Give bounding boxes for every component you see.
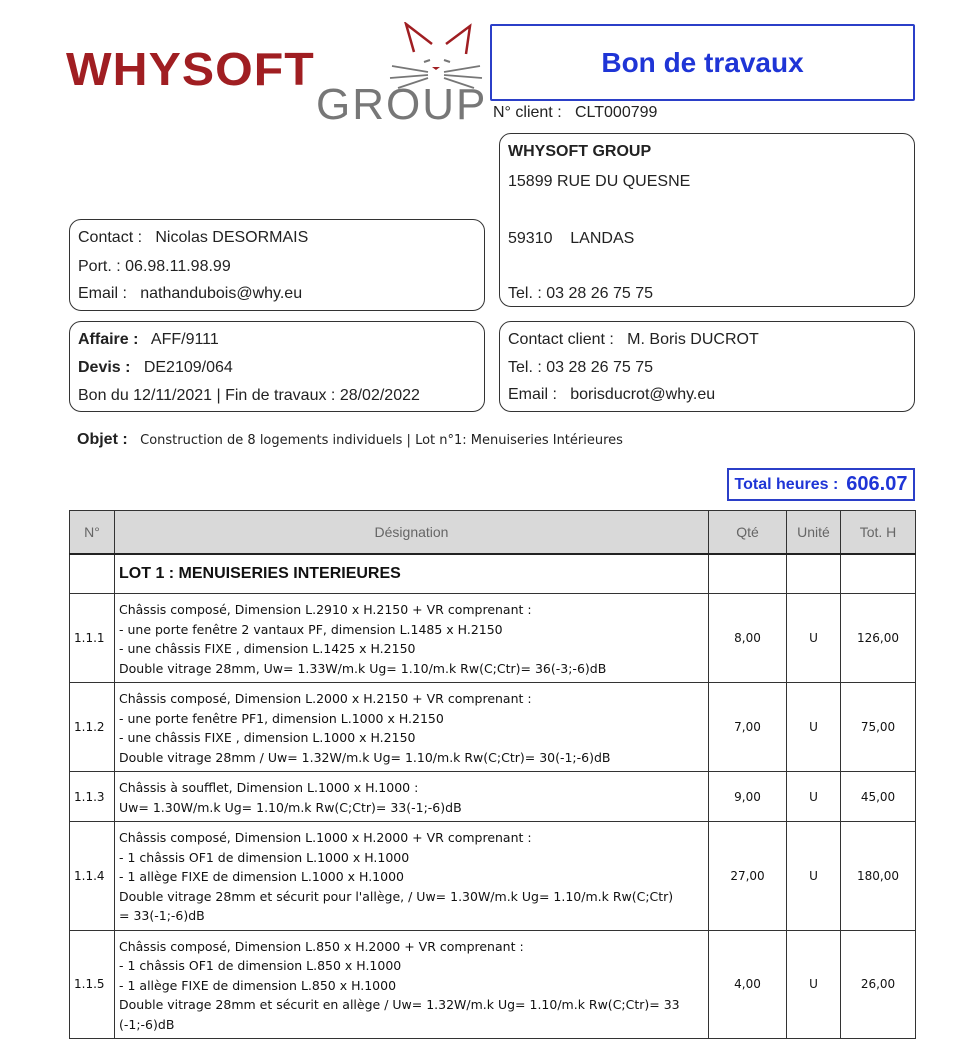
table-row xyxy=(70,594,916,683)
company-zip: 59310 xyxy=(508,230,553,247)
lot-title: LOT 1 : MENUISERIES INTERIEURES xyxy=(115,554,709,594)
affaire-value: AFF/9111 xyxy=(150,331,219,348)
contact-email[interactable]: nathandubois@why.eu xyxy=(140,285,303,302)
company-street: 15899 RUE DU QUESNE xyxy=(508,173,691,190)
devis-line xyxy=(78,359,233,377)
row-qty: 4,00 xyxy=(709,930,787,1039)
row-designation: Châssis composé, Dimension L.2910 x H.2150 + VR comprenant : - une porte fenêtre 2 vantaux PF, dimension L.1485 x H.2150 - une châssis FIXE , dimension L.1425 x H.2150 Double vitrage 28mm, Uw= 1.33W/m.k Ug= 1.10/m.k Rw(C;Ctr)= 36(-3;-6)dB xyxy=(115,594,709,683)
header-designation: Désignation xyxy=(115,511,709,555)
contact-email-label: Email : xyxy=(78,285,127,302)
lot-unit xyxy=(787,554,841,594)
row-total: 26,00 xyxy=(841,930,916,1039)
header-qty: Qté xyxy=(709,511,787,555)
row-num: 1.1.1 xyxy=(70,594,115,683)
affaire-line xyxy=(78,331,219,349)
client-contact-name: M. Boris DUCROT xyxy=(627,331,759,348)
lot-total xyxy=(841,554,916,594)
row-total: 126,00 xyxy=(841,594,916,683)
client-number-value: CLT000799 xyxy=(574,104,658,121)
header-unit: Unité xyxy=(787,511,841,555)
row-qty: 9,00 xyxy=(709,772,787,822)
contact-name: Nicolas DESORMAIS xyxy=(155,229,309,246)
logo-text-primary: WHYSOFT xyxy=(66,43,315,95)
devis-value: DE2109/064 xyxy=(143,359,233,376)
row-num: 1.1.2 xyxy=(70,683,115,772)
contact-port-label: Port. : xyxy=(78,258,121,275)
row-total: 75,00 xyxy=(841,683,916,772)
row-unit: U xyxy=(787,594,841,683)
table-row xyxy=(70,930,916,1039)
row-designation: Châssis composé, Dimension L.2000 x H.2150 + VR comprenant : - une porte fenêtre PF1, dimension L.1000 x H.2150 - une châssis FIXE , dimension L.1000 x H.2150 Double vitrage 28mm / Uw= 1.32W/m.k Ug= 1.10/m.k Rw(C;Ctr)= 30(-1;-6)dB xyxy=(115,683,709,772)
company-phone xyxy=(508,285,653,303)
client-contact-email[interactable]: borisducrot@why.eu xyxy=(570,386,716,403)
row-qty: 7,00 xyxy=(709,683,787,772)
table-row xyxy=(70,683,916,772)
table-row xyxy=(70,822,916,931)
row-total: 180,00 xyxy=(841,822,916,931)
contact-name-label: Contact : xyxy=(78,229,143,246)
contact-port-line xyxy=(78,258,231,276)
header-num: N° xyxy=(70,511,115,555)
company-phone-value: 03 28 26 75 75 xyxy=(546,285,654,302)
contact-port: 06.98.11.98.99 xyxy=(125,258,231,275)
header-total: Tot. H xyxy=(841,511,916,555)
objet-line xyxy=(77,431,623,449)
client-contact-phone-label: Tel. : xyxy=(508,359,542,376)
row-designation: Châssis composé, Dimension L.1000 x H.2000 + VR comprenant : - 1 châssis OF1 de dimension L.1000 x H.1000 - 1 allège FIXE de dimension L.1000 x H.1000 Double vitrage 28mm et sécurit pour l'allège, / Uw= 1.30W/m.k Ug= 1.10/m.k Rw(C;Ctr) = 33(-1;-6)dB xyxy=(115,822,709,931)
total-hours-box xyxy=(727,468,915,501)
total-hours-label: Total heures : xyxy=(734,475,839,493)
objet-label: Objet : xyxy=(77,431,128,448)
client-contact-label: Contact client : xyxy=(508,331,614,348)
row-qty: 8,00 xyxy=(709,594,787,683)
lot-row xyxy=(70,554,916,594)
contact-box xyxy=(69,219,485,311)
lot-qty xyxy=(709,554,787,594)
row-num: 1.1.4 xyxy=(70,822,115,931)
affaire-box xyxy=(69,321,485,412)
row-unit: U xyxy=(787,930,841,1039)
document-title-box xyxy=(490,24,915,101)
row-designation: Châssis composé, Dimension L.850 x H.2000 + VR comprenant : - 1 châssis OF1 de dimension L.850 x H.1000 - 1 allège FIXE de dimension L.850 x H.1000 Double vitrage 28mm et sécurit en allège / Uw= 1.32W/m.k Ug= 1.10/m.k Rw(C;Ctr)= 33 (-1;-6)dB xyxy=(115,930,709,1039)
row-unit: U xyxy=(787,683,841,772)
client-contact-phone-line xyxy=(508,359,653,377)
row-unit: U xyxy=(787,772,841,822)
logo-text-secondary: GROUP xyxy=(316,80,488,129)
row-total: 45,00 xyxy=(841,772,916,822)
row-designation: Châssis à soufflet, Dimension L.1000 x H.1000 : Uw= 1.30W/m.k Ug= 1.10/m.k Rw(C;Ctr)= 33(-1;-6)dB xyxy=(115,772,709,822)
company-logo xyxy=(66,22,488,129)
company-address-box xyxy=(499,133,915,307)
work-dates: Bon du 12/11/2021 | Fin de travaux : 28/02/2022 xyxy=(78,387,420,404)
client-contact-name-line xyxy=(508,331,759,349)
total-hours-value: 606.07 xyxy=(846,473,908,495)
company-city: LANDAS xyxy=(570,230,635,247)
row-qty: 27,00 xyxy=(709,822,787,931)
client-number-label: N° client : xyxy=(493,104,562,121)
client-contact-phone: 03 28 26 75 75 xyxy=(546,359,654,376)
table-row xyxy=(70,772,916,822)
company-name: WHYSOFT GROUP xyxy=(508,143,652,160)
row-num: 1.1.3 xyxy=(70,772,115,822)
table-header-row xyxy=(70,511,916,555)
row-unit: U xyxy=(787,822,841,931)
client-contact-email-line xyxy=(508,386,715,404)
company-city-line xyxy=(508,230,634,248)
contact-name-line xyxy=(78,229,308,247)
objet-value: Construction de 8 logements individuels | Lot n°1: Menuiseries Intérieures xyxy=(140,433,623,448)
row-num: 1.1.5 xyxy=(70,930,115,1039)
lot-num xyxy=(70,554,115,594)
company-phone-label: Tel. : xyxy=(508,285,542,302)
contact-email-line xyxy=(78,285,302,303)
client-contact-email-label: Email : xyxy=(508,386,557,403)
devis-label: Devis : xyxy=(78,359,131,376)
client-number xyxy=(493,104,657,122)
affaire-label: Affaire : xyxy=(78,331,139,348)
items-table xyxy=(69,510,916,1039)
client-contact-box xyxy=(499,321,915,412)
document-title: Bon de travaux xyxy=(601,46,804,78)
